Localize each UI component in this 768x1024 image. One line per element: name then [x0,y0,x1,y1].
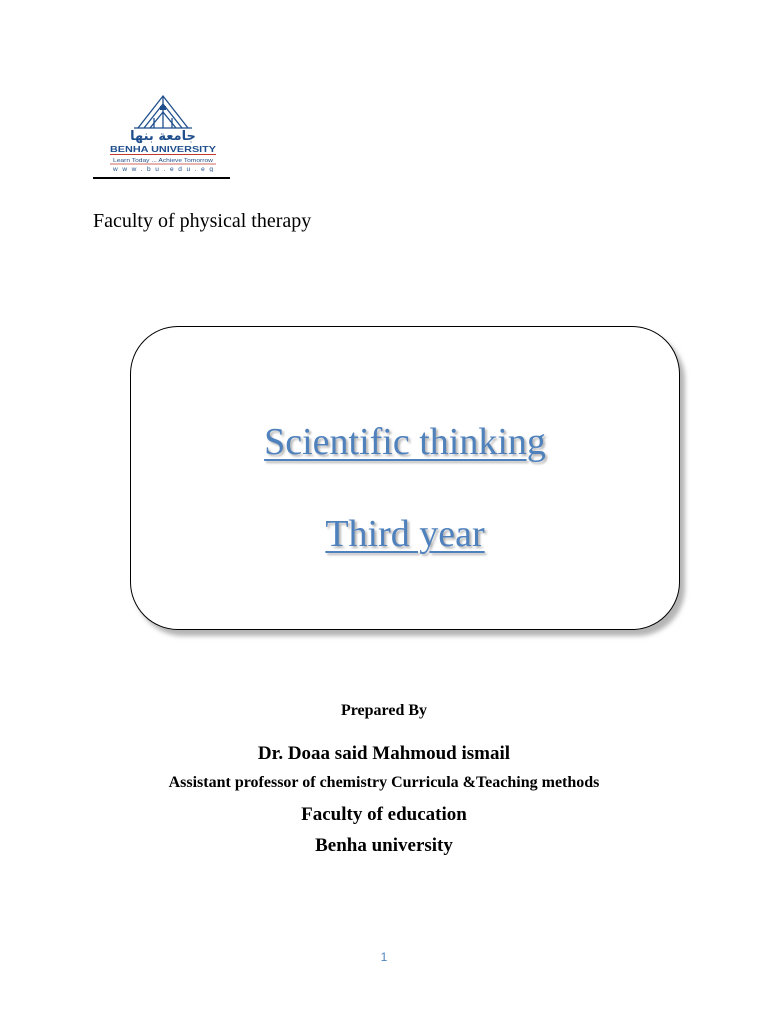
benha-university-logo-icon [106,92,220,172]
university-logo [106,92,220,172]
logo-underline [93,177,230,179]
logo-arabic-name: جامعة بنها [130,129,196,144]
author-name: Dr. Doaa said Mahmoud ismail [257,743,511,764]
course-year: Third year [325,513,485,555]
logo-tagline: Learn Today ... Achieve Tomorrow [113,158,214,164]
faculty-name: Faculty of physical therapy [93,210,312,232]
author-university: Benha university [315,835,453,856]
page-number: 1 [380,950,388,964]
logo-university-name: BENHA UNIVERSITY [110,145,217,154]
prepared-by-label: Prepared By [340,702,428,719]
title-box [130,326,680,630]
author-position: Assistant professor of chemistry Curricula &Teaching methods [168,774,600,791]
course-title: Scientific thinking [264,421,546,463]
logo-website: www.bu.edu.eg [113,166,213,172]
author-department: Faculty of education [301,804,467,825]
